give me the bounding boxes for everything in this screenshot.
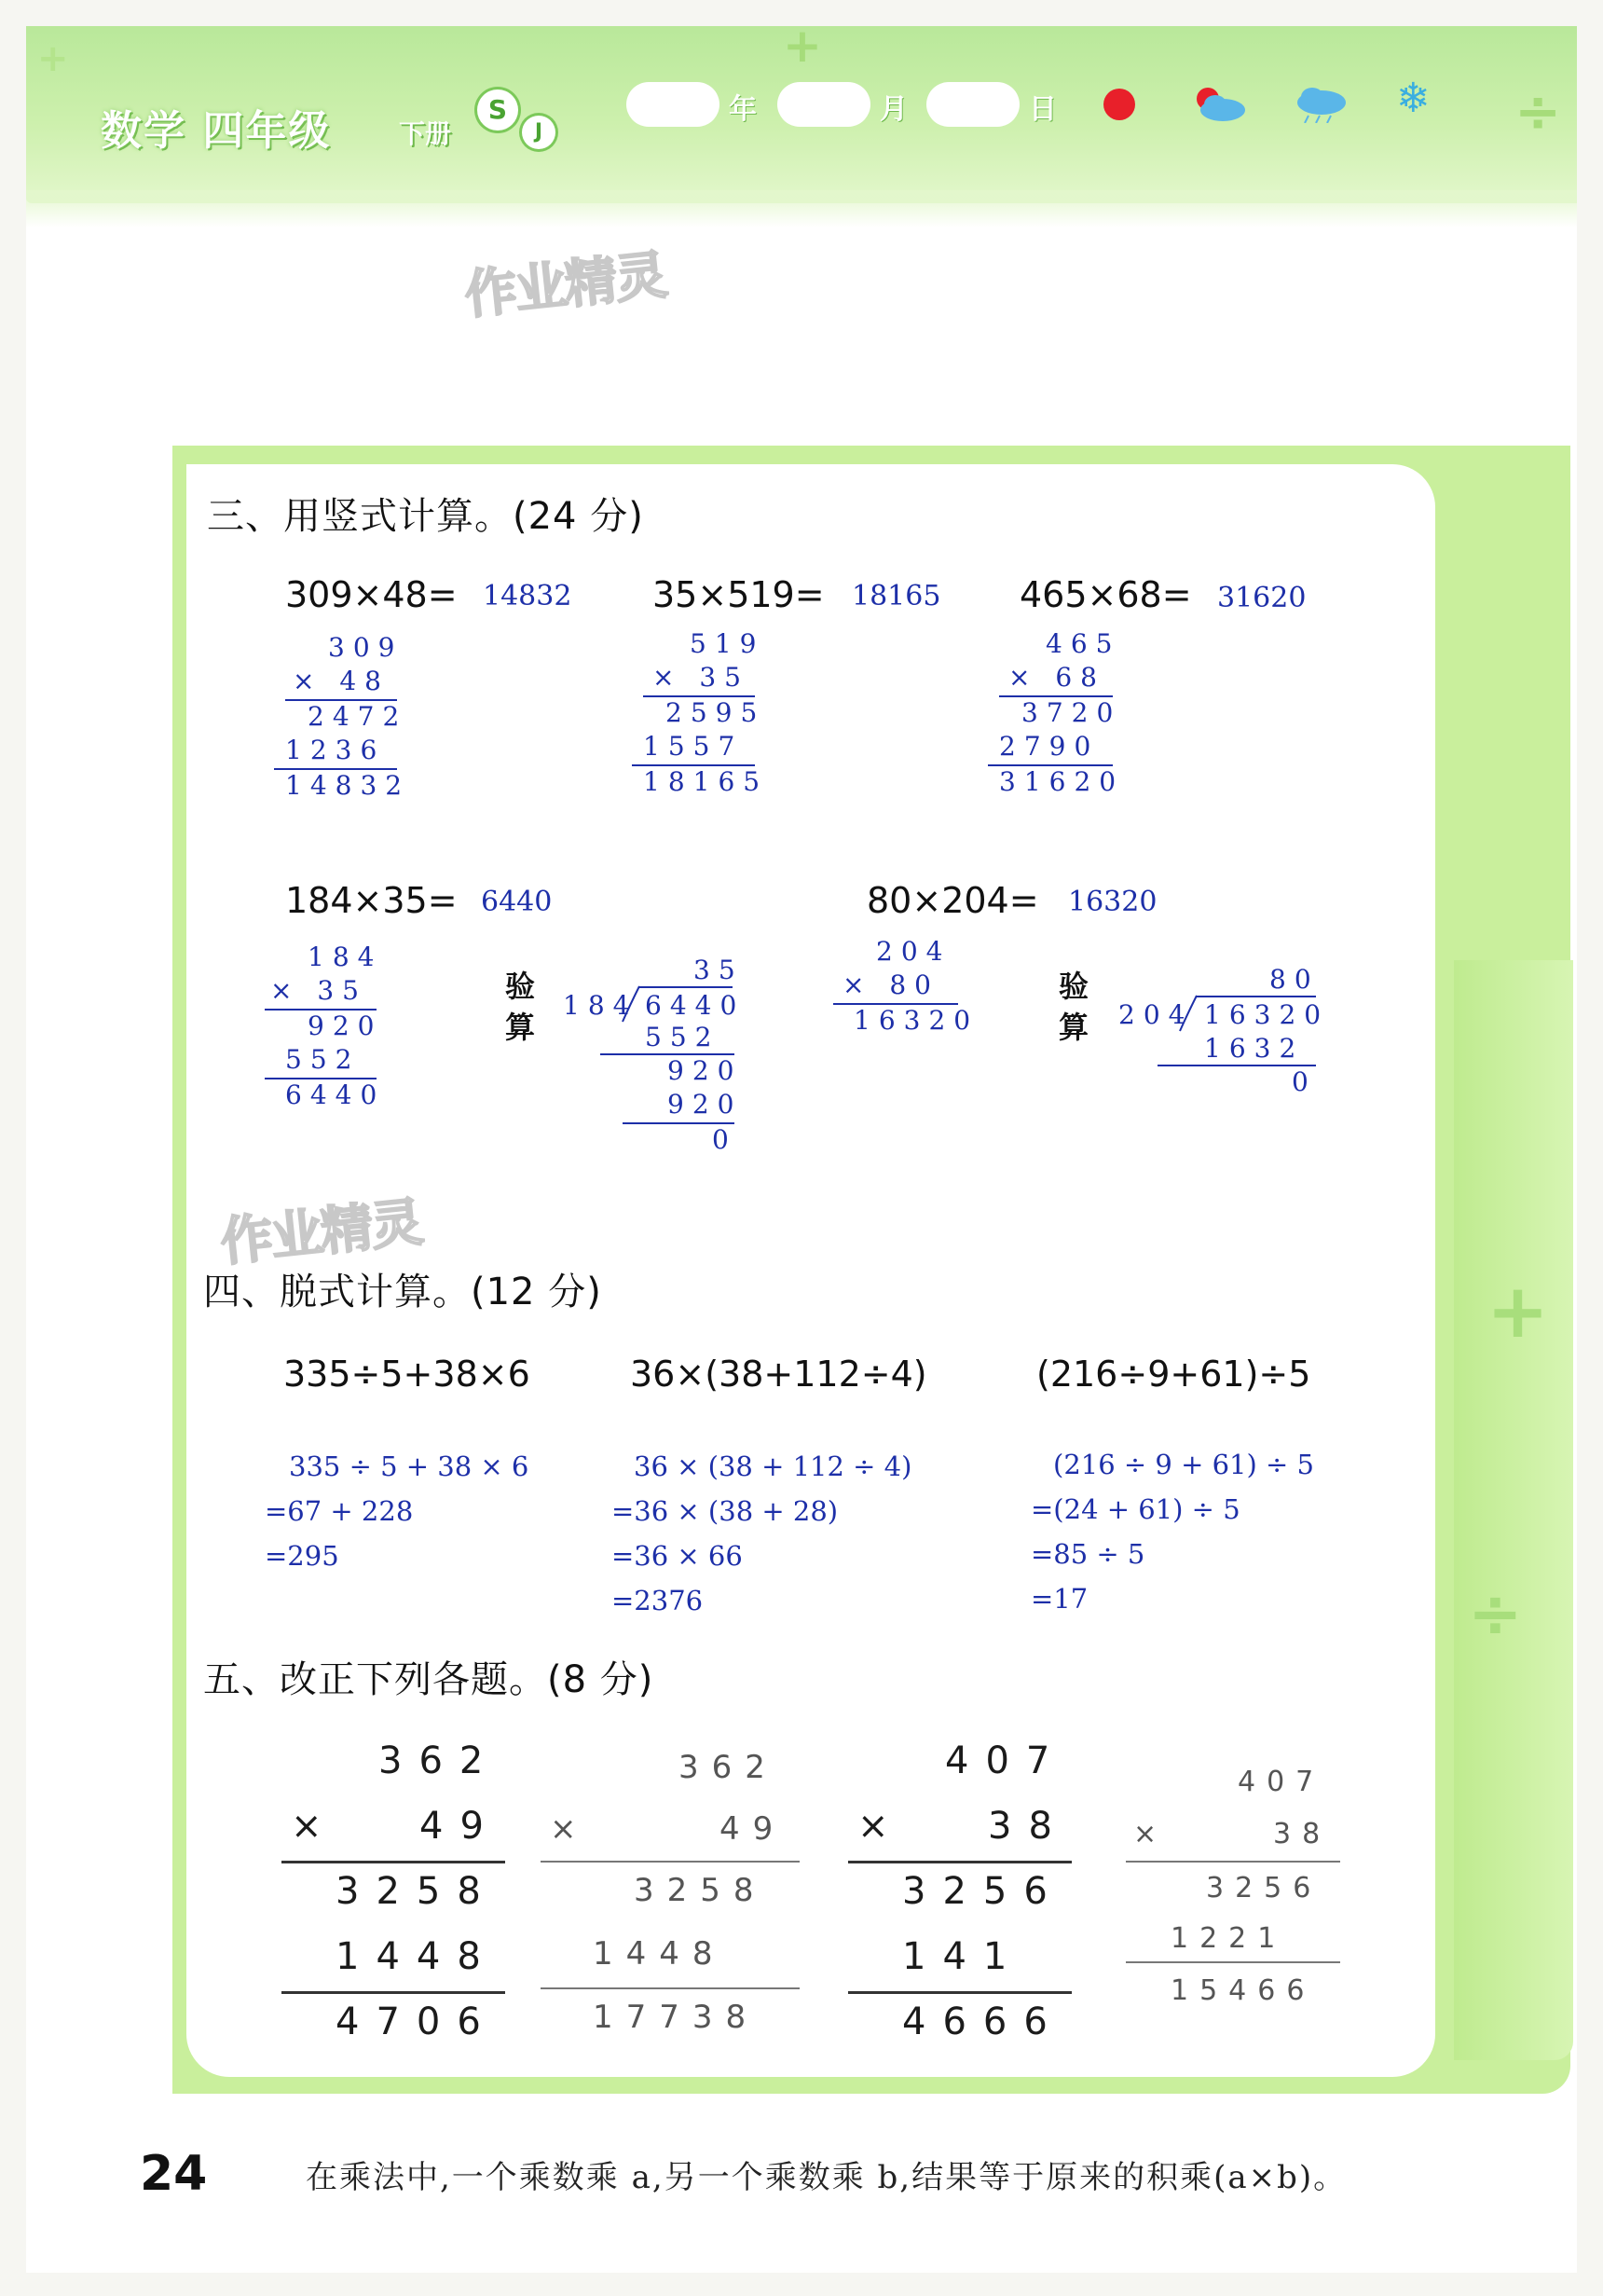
vertical-line-1: 465 — [1046, 628, 1121, 659]
vertical-line-3: 3720 — [1021, 697, 1122, 728]
calc-rule — [1126, 1961, 1340, 1963]
cloud-sun-icon[interactable] — [1189, 86, 1249, 123]
fix-multiplier: 49 — [719, 1810, 787, 1848]
problem-answer: 18165 — [852, 580, 941, 612]
footer-tip: 在乘法中,一个乘数乘 a,另一个乘数乘 b,结果等于原来的积乘(a×b)。 — [306, 2159, 1348, 2196]
calc-step: =36 × 66 — [611, 1540, 743, 1572]
vertical-line-5: 31620 — [999, 766, 1125, 797]
times-sign: × — [550, 1810, 590, 1848]
year-field[interactable] — [626, 82, 719, 127]
section-3-title: 三、用竖式计算。(24 分) — [207, 495, 644, 538]
badge-s: S — [477, 89, 518, 131]
verify-divisor: 184 — [563, 990, 638, 1021]
problem-expression: 184×35= — [285, 880, 458, 921]
month-label: 月 — [880, 93, 908, 126]
year-label: 年 — [729, 93, 757, 126]
vertical-line-3: 2595 — [665, 697, 766, 728]
verify-label: 验算 — [504, 969, 535, 1045]
partial-product: 3256 — [1206, 1872, 1322, 1904]
month-field[interactable] — [777, 82, 870, 127]
problem-expression: 335÷5+38×6 — [283, 1354, 530, 1395]
volume-label: 下册 — [399, 118, 452, 149]
calc-step: (216 ÷ 9 + 61) ÷ 5 — [1053, 1449, 1314, 1480]
verify-row: 920 — [667, 1089, 743, 1120]
problem-answer: 6440 — [481, 886, 553, 918]
plus-decoration-icon: + — [1487, 1268, 1550, 1354]
vertical-line-3: 2472 — [308, 701, 408, 732]
plus-decoration-icon: + — [37, 37, 69, 80]
calc-step: =17 — [1031, 1583, 1089, 1615]
partial-product: 1448 — [336, 1935, 498, 1978]
wrong-multiplicand: 407 — [945, 1739, 1067, 1782]
divide-decoration-icon: ÷ — [1468, 1575, 1523, 1652]
vertical-line-1: 184 — [308, 942, 383, 972]
verify-label: 验算 — [1058, 969, 1089, 1045]
calc-step: =36 × (38 + 28) — [611, 1495, 839, 1527]
wrong-result: 4706 — [336, 2000, 498, 2043]
page-number: 24 — [140, 2146, 208, 2202]
vertical-line-3: 16320 — [854, 1005, 980, 1036]
verify-quotient: 35 — [693, 955, 744, 985]
calc-rule — [541, 1861, 800, 1863]
verify-dividend: 16320 — [1204, 999, 1330, 1030]
verify-row: 552 — [645, 1022, 720, 1052]
calc-rule — [848, 1861, 1072, 1863]
section-4-title: 四、脱式计算。(12 分) — [203, 1271, 602, 1313]
calc-step: =295 — [265, 1540, 339, 1572]
day-field[interactable] — [926, 82, 1020, 127]
calc-step: 36 × (38 + 112 ÷ 4) — [634, 1450, 912, 1482]
wrong-multiplier: 38 — [988, 1805, 1069, 1848]
snow-icon[interactable]: ❄ — [1396, 75, 1431, 122]
vertical-line-2: × 48 — [293, 666, 390, 696]
vertical-line-4: 552 — [285, 1044, 361, 1075]
calc-rule — [1126, 1861, 1340, 1863]
vertical-line-1: 204 — [876, 936, 952, 967]
problem-answer: 31620 — [1217, 582, 1307, 614]
partial-product: 1448 — [593, 1935, 726, 1973]
calc-step: =85 ÷ 5 — [1031, 1538, 1145, 1570]
times-sign: × — [291, 1805, 339, 1848]
verify-divisor: 204 — [1118, 999, 1194, 1030]
verify-row: 920 — [667, 1055, 743, 1086]
verify-quotient: 80 — [1269, 964, 1320, 995]
day-label: 日 — [1029, 93, 1057, 126]
verify-remainder: 0 — [712, 1124, 737, 1155]
subject-grade-title: 数学 四年级 — [101, 107, 332, 155]
vertical-line-2: × 80 — [843, 969, 939, 1000]
vertical-line-2: × 35 — [652, 662, 749, 693]
calc-step: =(24 + 61) ÷ 5 — [1031, 1493, 1240, 1525]
calc-step: =2376 — [611, 1585, 704, 1616]
watermark: 作业精灵 — [217, 1191, 425, 1274]
vertical-line-2: × 68 — [1008, 662, 1105, 693]
problem-expression: 309×48= — [285, 574, 458, 615]
calc-step: 335 ÷ 5 + 38 × 6 — [289, 1450, 529, 1482]
calc-rule — [848, 1991, 1072, 1994]
wrong-multiplicand: 362 — [378, 1739, 500, 1782]
plus-decoration-icon: + — [783, 19, 822, 73]
section-5-title: 五、改正下列各题。(8 分) — [203, 1658, 654, 1701]
calc-rule — [541, 1987, 800, 1989]
wrong-multiplier: 49 — [419, 1805, 500, 1848]
sun-icon[interactable] — [1098, 86, 1141, 123]
problem-expression: 36×(38+112÷4) — [630, 1354, 927, 1395]
card-tab-edge — [1454, 960, 1573, 2060]
times-sign: × — [1133, 1818, 1171, 1850]
wrong-result: 4666 — [902, 2000, 1064, 2043]
problem-answer: 16320 — [1068, 886, 1158, 918]
division-bar — [1197, 996, 1316, 997]
vertical-line-2: × 35 — [270, 975, 367, 1006]
problem-answer: 14832 — [483, 580, 572, 612]
calc-rule — [281, 1861, 505, 1863]
vertical-line-1: 519 — [690, 628, 765, 659]
partial-product: 3258 — [634, 1872, 767, 1909]
vertical-line-5: 6440 — [285, 1079, 386, 1110]
vertical-line-4: 2790 — [999, 731, 1100, 762]
fix-multiplicand: 362 — [678, 1749, 778, 1786]
vertical-line-5: 14832 — [285, 770, 411, 801]
badge-j: J — [522, 116, 555, 149]
rain-icon[interactable] — [1290, 86, 1350, 123]
problem-expression: 80×204= — [867, 880, 1039, 921]
partial-product: 141 — [902, 1935, 1024, 1978]
fix-multiplier: 38 — [1273, 1818, 1332, 1850]
problem-expression: (216÷9+61)÷5 — [1036, 1354, 1311, 1395]
partial-product: 3258 — [336, 1870, 498, 1913]
division-bar — [639, 986, 733, 988]
plus-decoration-icon: ÷ — [1514, 79, 1562, 144]
watermark: 作业精灵 — [461, 244, 669, 327]
problem-expression: 465×68= — [1020, 574, 1192, 615]
partial-product: 3256 — [902, 1870, 1064, 1913]
vertical-line-1: 309 — [328, 632, 404, 663]
fix-result: 15466 — [1171, 1974, 1316, 2007]
vertical-line-3: 920 — [308, 1011, 383, 1041]
partial-product: 1221 — [1171, 1922, 1287, 1955]
fix-result: 17738 — [593, 1999, 760, 2036]
fix-multiplicand: 407 — [1238, 1766, 1325, 1798]
times-sign: × — [857, 1805, 906, 1848]
verify-row: 1632 — [1204, 1033, 1305, 1064]
problem-expression: 35×519= — [652, 574, 825, 615]
vertical-line-4: 1236 — [285, 735, 386, 765]
verify-dividend: 6440 — [645, 990, 746, 1021]
verify-remainder: 0 — [1292, 1066, 1317, 1097]
vertical-line-4: 1557 — [643, 731, 744, 762]
vertical-line-5: 18165 — [643, 766, 769, 797]
calc-rule — [281, 1991, 505, 1994]
calc-step: =67 + 228 — [265, 1495, 414, 1527]
